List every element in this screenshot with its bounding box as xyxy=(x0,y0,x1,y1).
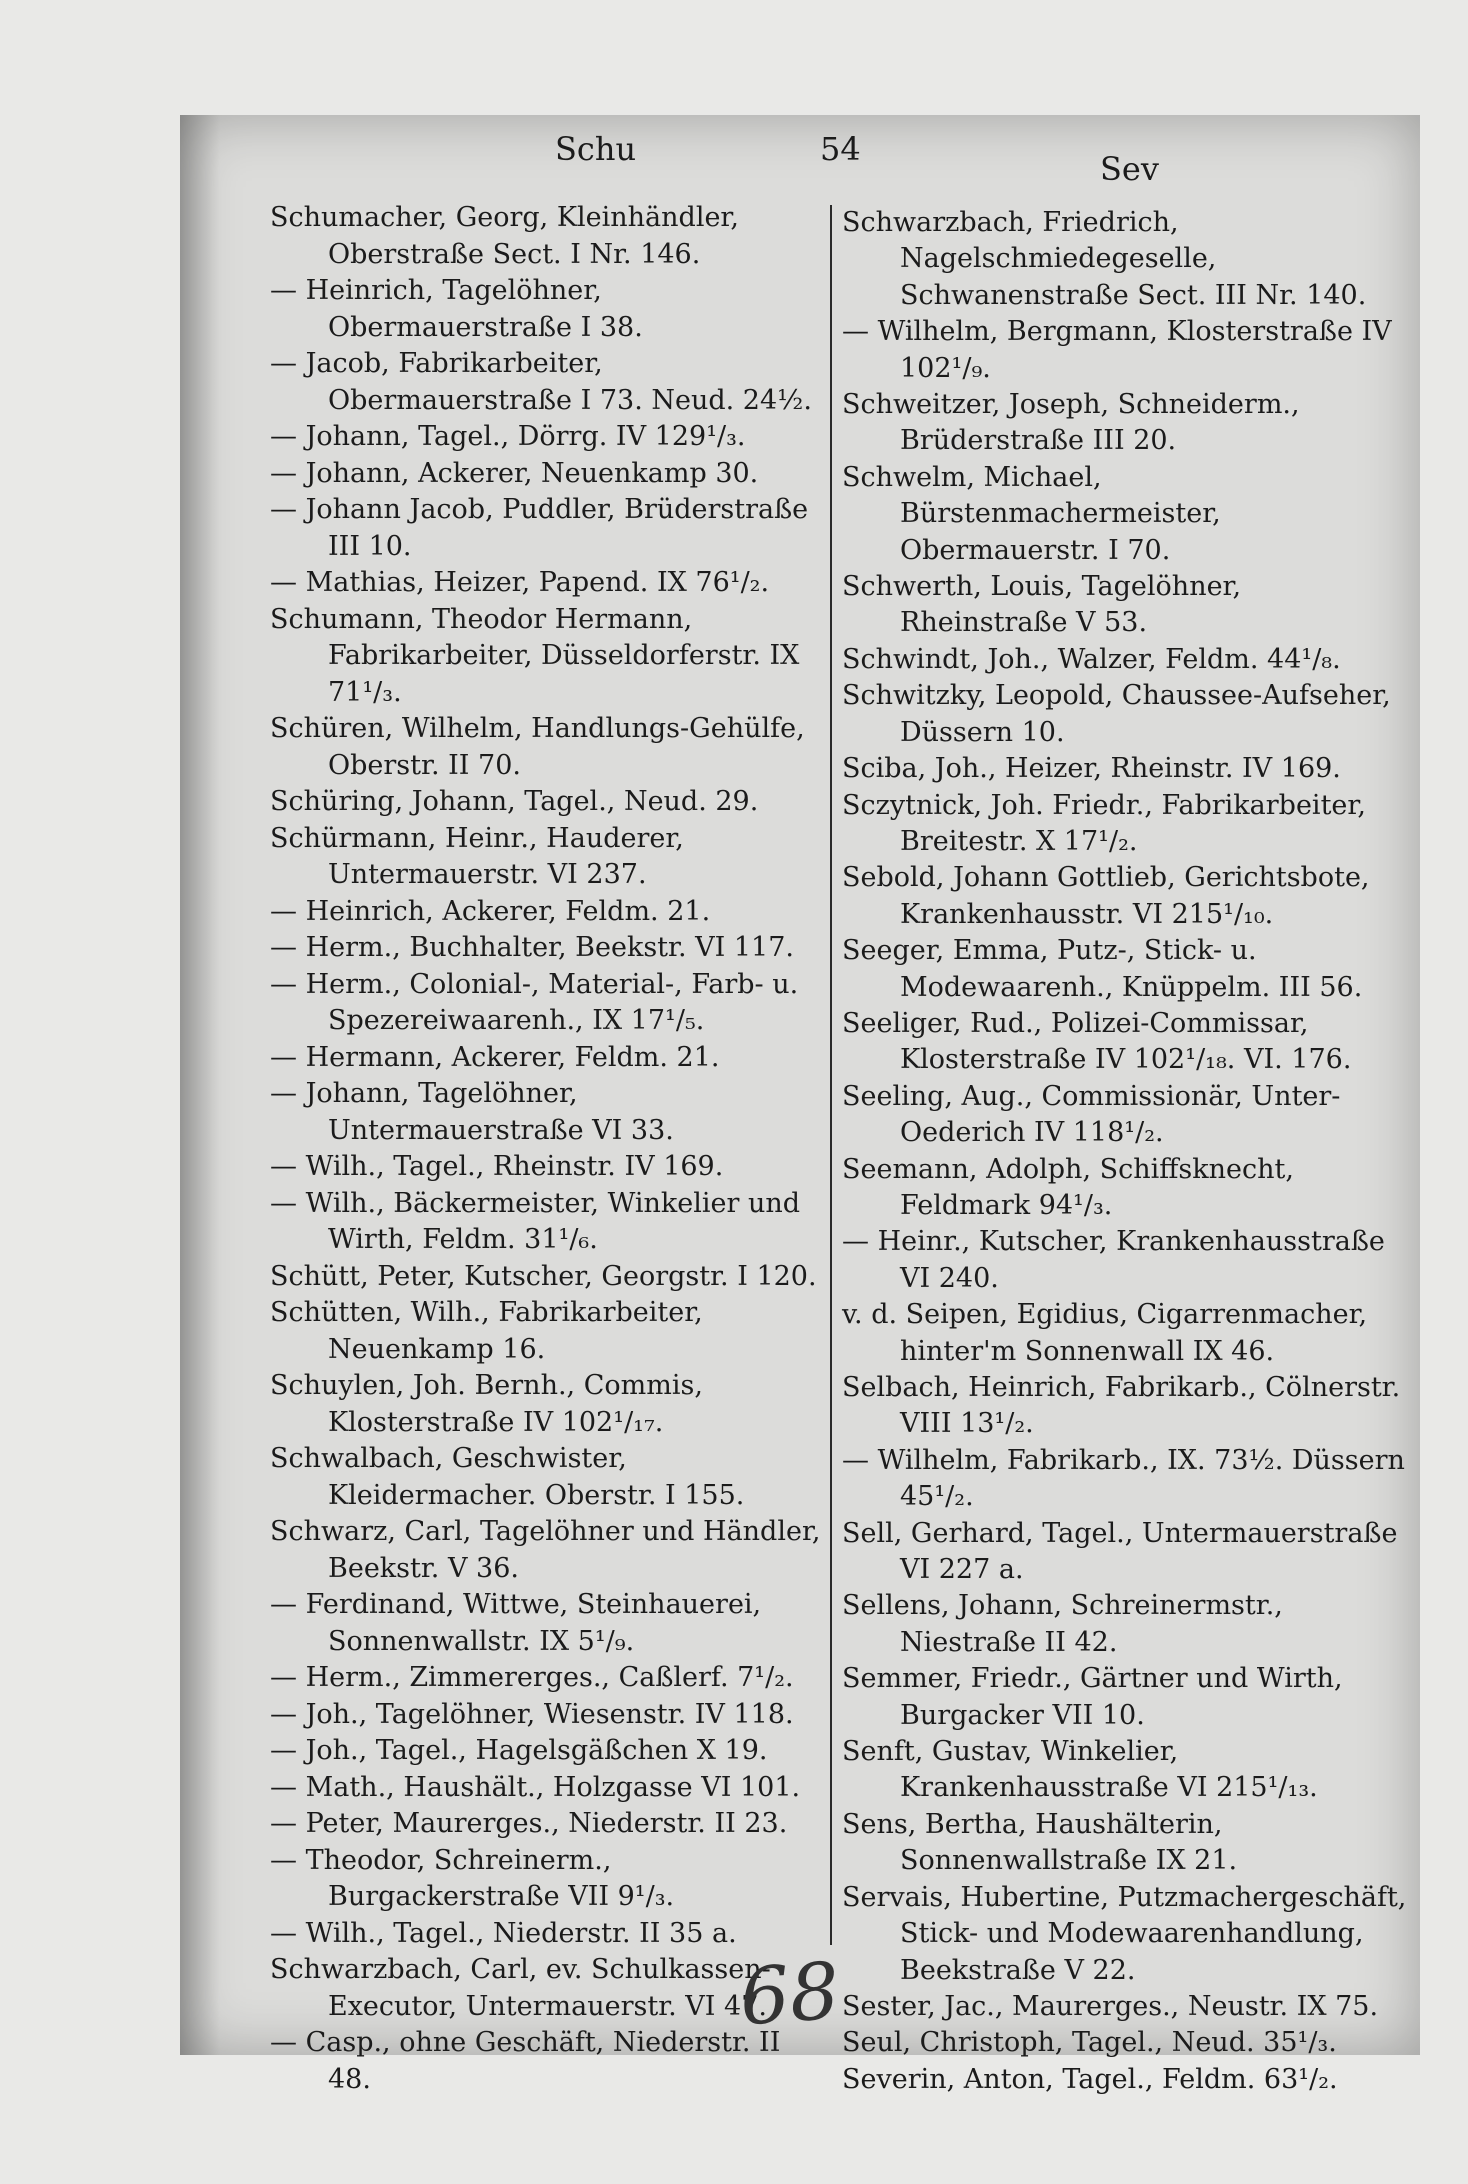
directory-entry: — Wilh., Tagel., Niederstr. II 35 a. xyxy=(270,1917,737,1949)
directory-entry: Sell, Gerhard, Tagel., Untermauerstraße VI 227 a. xyxy=(842,1517,1398,1586)
directory-entry: Selbach, Heinrich, Fabrikarb., Cölnerstr. VIII 13¹/₂. xyxy=(842,1372,1401,1440)
directory-entry: Schwelm, Michael, Bürstenmachermeister, Obermauerstr. I 70. xyxy=(842,461,1221,566)
directory-entry: Seeger, Emma, Putz-, Stick- u. Modewaarenh., Knüppelm. III 56. xyxy=(842,935,1363,1003)
directory-entry: Schwarz, Carl, Tagelöhner und Händler, Beekstr. V 36. xyxy=(270,1516,821,1584)
directory-entry: Sciba, Joh., Heizer, Rheinstr. IV 169. xyxy=(842,753,1341,785)
directory-entry: — Joh., Tagel., Hagelsgäßchen X 19. xyxy=(270,1735,768,1766)
page-header xyxy=(0,130,1468,188)
directory-entry: — Heinrich, Ackerer, Feldm. 21. xyxy=(270,895,711,927)
directory-entry: — Jacob, Fabrikarbeiter, Obermauerstraße I 73. Neud. 24½. xyxy=(270,348,812,416)
directory-entry: Seemann, Adolph, Schiffsknecht, Feldmark 94¹/₃. xyxy=(842,1153,1294,1221)
directory-entry: — Herm., Buchhalter, Beekstr. VI 117. xyxy=(270,932,794,963)
directory-entry: Schwindt, Joh., Walzer, Feldm. 44¹/₈. xyxy=(842,643,1341,675)
directory-entry: — Wilhelm, Fabrikarb., IX. 73½. Düssern 45¹/₂. xyxy=(842,1444,1405,1513)
directory-entry: — Johann Jacob, Puddler, Brüderstraße III 10. xyxy=(270,494,809,562)
directory-entry: Severin, Anton, Tagel., Feldm. 63¹/₂. xyxy=(842,2063,1338,2095)
directory-entry: — Mathias, Heizer, Papend. IX 76¹/₂. xyxy=(270,567,770,598)
directory-entry: Schumacher, Georg, Kleinhändler, Oberstraße Sect. I Nr. 146. xyxy=(270,202,739,270)
directory-entry: Schwarzbach, Carl, ev. Schulkassen-Executor, Untermauerstr. VI 47. xyxy=(270,1954,771,2022)
directory-entry: — Herm., Colonial-, Material-, Farb- u. Spezereiwaarenh., IX 17¹/₅. xyxy=(270,968,799,1036)
directory-entry: Seul, Christoph, Tagel., Neud. 35¹/₃. xyxy=(842,2027,1337,2059)
directory-entry: Schüren, Wilhelm, Handlungs-Gehülfe, Oberstr. II 70. xyxy=(270,713,805,781)
directory-entry: Sczytnick, Joh. Friedr., Fabrikarbeiter, Breitestr. X 17¹/₂. xyxy=(842,789,1366,857)
directory-entry: Seeliger, Rud., Polizei-Commissar, Klosterstraße IV 102¹/₁₈. VI. 176. xyxy=(842,1007,1352,1076)
directory-entry: — Herm., Zimmererges., Caßlerf. 7¹/₂. xyxy=(270,1662,794,1693)
directory-entry: Seeling, Aug., Commissionär, Unter-Oederich IV 118¹/₂. xyxy=(842,1080,1341,1149)
directory-entry: Schütt, Peter, Kutscher, Georgstr. I 120. xyxy=(270,1260,817,1292)
directory-entry: — Math., Haushält., Holzgasse VI 101. xyxy=(270,1771,801,1803)
directory-entry: Schweitzer, Joseph, Schneiderm., Brüderstraße III 20. xyxy=(842,389,1300,457)
directory-entry: — Wilhelm, Bergmann, Klosterstraße IV 102¹/₉. xyxy=(842,316,1392,384)
directory-entry: — Heinrich, Tagelöhner, Obermauerstraße I 38. xyxy=(270,275,643,343)
directory-entry: — Theodor, Schreinerm., Burgackerstraße VII 9¹/₃. xyxy=(270,1844,675,1912)
directory-entry: — Wilh., Bäckermeister, Winkelier und Wirth, Feldm. 31¹/₆. xyxy=(270,1187,801,1255)
directory-entry: — Johann, Ackerer, Neuenkamp 30. xyxy=(270,457,759,489)
directory-entry: Schwitzky, Leopold, Chaussee-Aufseher, Düssern 10. xyxy=(842,680,1391,748)
directory-entry: Senft, Gustav, Winkelier, Krankenhausstraße VI 215¹/₁₃. xyxy=(842,1736,1318,1804)
directory-entry: Schumann, Theodor Hermann, Fabrikarbeiter, Düsseldorferstr. IX 71¹/₃. xyxy=(270,603,800,708)
left-column xyxy=(270,200,830,2098)
header-left: Schu xyxy=(555,130,637,168)
directory-entry: — Hermann, Ackerer, Feldm. 21. xyxy=(270,1041,720,1073)
directory-entry: Sens, Bertha, Haushälterin, Sonnenwallstraße IX 21. xyxy=(842,1808,1238,1877)
directory-entry: Schuylen, Joh. Bernh., Commis, Klosterstraße IV 102¹/₁₇. xyxy=(270,1370,703,1438)
directory-entry: — Johann, Tagelöhner, Untermauerstraße VI 33. xyxy=(270,1078,674,1146)
header-right: Sev xyxy=(1100,150,1159,188)
handwritten-note: 68 xyxy=(736,1946,843,2044)
directory-entry: Schürmann, Heinr., Hauderer, Untermauerstr. VI 237. xyxy=(270,822,684,890)
directory-entry: — Heinr., Kutscher, Krankenhausstraße VI 240. xyxy=(842,1226,1385,1294)
directory-entry: Sellens, Johann, Schreinermstr., Niestraße II 42. xyxy=(842,1590,1283,1658)
directory-entry: Sester, Jac., Maurerges., Neustr. IX 75. xyxy=(842,1990,1379,2022)
directory-entry: Schüring, Johann, Tagel., Neud. 29. xyxy=(270,786,759,817)
directory-entry: — Casp., ohne Geschäft, Niederstr. II 48. xyxy=(270,2027,781,2095)
directory-entry: — Wilh., Tagel., Rheinstr. IV 169. xyxy=(270,1151,724,1182)
right-column xyxy=(830,205,1407,2095)
directory-entry: Schwerth, Louis, Tagelöhner, Rheinstraße V 53. xyxy=(842,571,1242,639)
directory-entry: Schwalbach, Geschwister, Kleidermacher. Oberstr. I 155. xyxy=(270,1443,745,1511)
directory-entry: Schwarzbach, Friedrich, Nagelschmiedegeselle, Schwanenstraße Sect. III Nr. 140. xyxy=(842,207,1367,311)
directory-entry: — Peter, Maurerges., Niederstr. II 23. xyxy=(270,1808,788,1839)
directory-entry: v. d. Seipen, Egidius, Cigarrenmacher, hinter'm Sonnenwall IX 46. xyxy=(842,1299,1368,1367)
directory-entry: Schütten, Wilh., Fabrikarbeiter, Neuenkamp 16. xyxy=(270,1297,703,1365)
directory-entry: Semmer, Friedr., Gärtner und Wirth, Burgacker VII 10. xyxy=(842,1663,1343,1731)
page-number: 54 xyxy=(820,130,861,168)
directory-entry: — Johann, Tagel., Dörrg. IV 129¹/₃. xyxy=(270,421,746,452)
directory-entry: — Joh., Tagelöhner, Wiesenstr. IV 118. xyxy=(270,1698,794,1730)
directory-entry: Servais, Hubertine, Putzmachergeschäft, Stick- und Modewaarenhandlung, Beekstraße V 22. xyxy=(842,1881,1407,1986)
directory-entry: Sebold, Johann Gottlieb, Gerichtsbote, Krankenhausstr. VI 215¹/₁₀. xyxy=(842,862,1370,930)
directory-entry: — Ferdinand, Wittwe, Steinhauerei, Sonnenwallstr. IX 5¹/₉. xyxy=(270,1589,762,1657)
